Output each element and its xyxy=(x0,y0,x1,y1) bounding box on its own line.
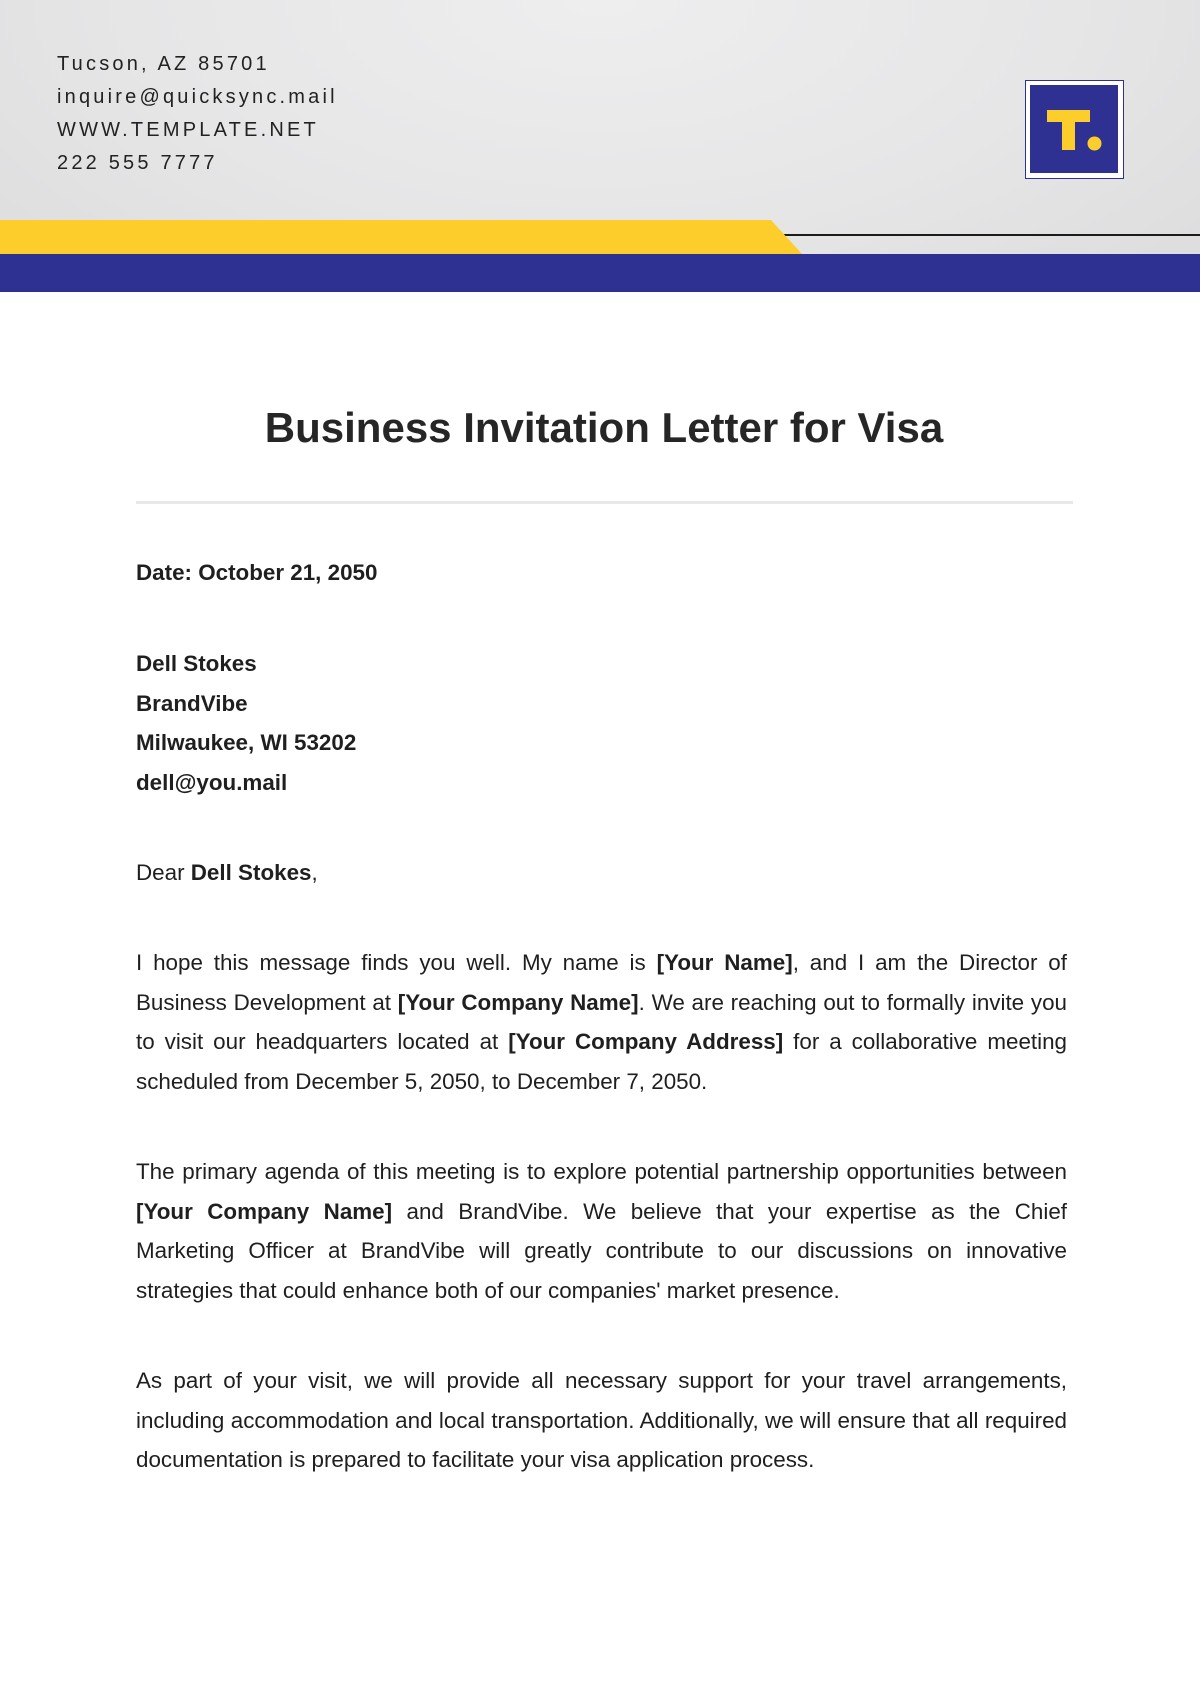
paragraph-1: I hope this message finds you well. My name is [Your Name], and I am the Director of Business Development at [Your Company Name]. We are reaching out to formally invite you to visit our headquarters located at [Your Company Address] for a collaborative meeting scheduled from December 5, 2050, to December 7, 2050. xyxy=(136,950,1067,1094)
recipient-email: dell@you.mail xyxy=(136,769,288,795)
title-divider xyxy=(136,501,1073,504)
recipient-name: Dell Stokes xyxy=(136,651,257,676)
salutation xyxy=(136,853,1067,893)
placeholder-company-address: [Your Company Address] xyxy=(508,1029,784,1054)
salutation-name: Dell Stokes xyxy=(190,860,312,885)
company-logo xyxy=(1025,80,1124,179)
letter-date: Date: October 21, 2050 xyxy=(136,560,378,585)
paragraph-3: As part of your visit, we will provide all necessary support for your travel arrangements, including accommodation and local transportation. Additionally, we will ensure that all required documentation is prepared to facilitate your visa application process. xyxy=(136,1368,1067,1472)
recipient-address: Milwaukee, WI 53202 xyxy=(136,730,357,755)
salutation-prefix: Dear xyxy=(136,860,191,885)
salutation-suffix: , xyxy=(311,860,318,885)
placeholder-company-name: [Your Company Name] xyxy=(397,989,639,1015)
header-navy-band xyxy=(0,254,1200,292)
contact-info xyxy=(57,48,338,180)
paragraph-2: The primary agenda of this meeting is to explore potential partnership opportunities between [Your Company Name] and BrandVibe. We believe that your expertise as the Chief Marketing Officer at BrandVibe will greatly contribute to our discussions on innovative strategies that could enhance both of our companies' market presence. xyxy=(136,1159,1067,1303)
placeholder-your-name: [Your Name] xyxy=(656,950,793,975)
placeholder-company-name-2: [Your Company Name] xyxy=(136,1198,393,1224)
header-thin-line xyxy=(784,234,1200,236)
contact-website: WWW.TEMPLATE.NET xyxy=(57,119,319,141)
recipient-block xyxy=(136,644,1067,802)
logo-mark xyxy=(1030,85,1118,173)
contact-address: Tucson, AZ 85701 xyxy=(57,53,270,75)
document-title: Business Invitation Letter for Visa xyxy=(264,404,944,451)
contact-email: inquire@quicksync.mail xyxy=(57,86,338,108)
letterhead xyxy=(0,0,1200,292)
recipient-company: BrandVibe xyxy=(136,690,248,716)
logo-t-icon xyxy=(1030,85,1118,173)
header-yellow-band xyxy=(0,220,802,254)
contact-phone: 222 555 7777 xyxy=(57,152,218,174)
